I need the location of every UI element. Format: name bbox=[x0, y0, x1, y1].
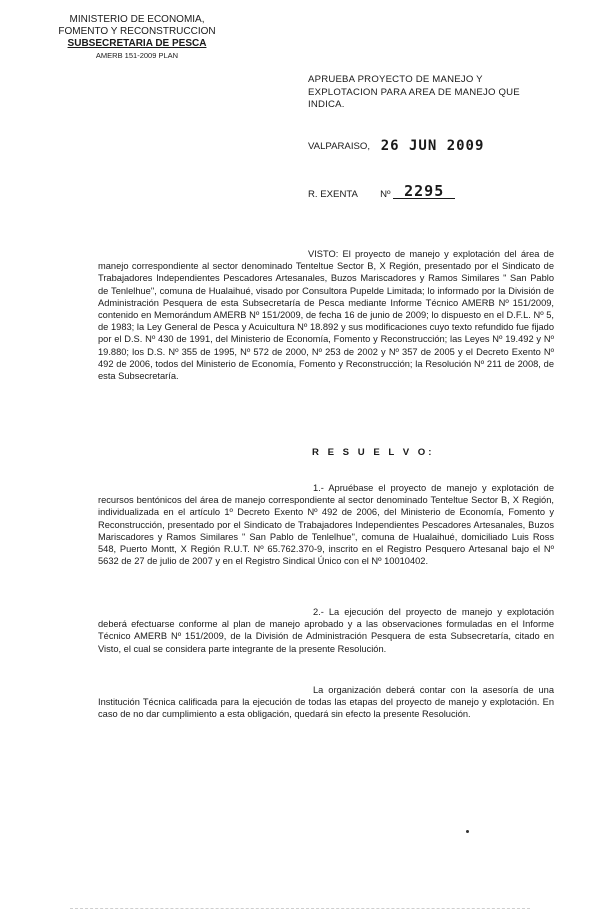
visto-text: El proyecto de manejo y explotación del área de manejo correspondiente al sector denominado Tenteltue Sector B, X Región, presentado por el Sindicato de Trabajadores Independientes Pescadores Artesanales, Buzos Mariscadores y Ramos Similares " San Pablo de Tenlelhue", comuna de Hualaihué, visado por Consultora Pupelde Limitada; lo informado por la División de Administración Pesquera de esta Subsecretaría de Pesca mediante Informe Técnico AMERB Nº 151/2009, contenido en Memorándum AMERB Nº 151/2009, de fecha 16 de junio de 2009; lo dispuesto en el D.F.L. Nº 5, de 1983; la Ley General de Pesca y Acuicultura Nº 18.892 y sus modificaciones cuyo texto refundido fue fijado por el D.S. Nº 430 de 1991, del Ministerio de Economía, Fomento y Reconstrucción; las Leyes Nº 19.492 y Nº 19.880; los D.S. Nº 355 de 1995, Nº 572 de 2000, Nº 253 de 2002 y Nº 357 de 2005 y el Decreto Exento Nº 492 de 2006, todos del Ministerio de Economía, Fomento y Reconstrucción; la Resolución Nº 211 de 2008, de esta Subsecretaría. bbox=[98, 249, 554, 382]
paragraph-3 bbox=[98, 684, 554, 721]
resolution-number: 2295 bbox=[393, 184, 455, 199]
ink-mark bbox=[466, 830, 469, 833]
visto-paragraph bbox=[98, 248, 554, 382]
article-2-paragraph bbox=[98, 606, 554, 655]
number-label: Nº bbox=[380, 189, 391, 200]
date-stamp: 26 JUN 2009 bbox=[380, 138, 485, 154]
article-2-label: 2.- bbox=[313, 607, 324, 617]
reference-code: AMERB 151-2009 PLAN bbox=[95, 51, 179, 60]
ministry-line-2: FOMENTO Y RECONSTRUCCION bbox=[58, 26, 216, 37]
subject-text: APRUEBA PROYECTO DE MANEJO Y EXPLOTACION PARA AREA DE MANEJO QUE INDICA. bbox=[308, 74, 520, 110]
article-1-label: 1.- bbox=[313, 483, 324, 493]
page-bottom-edge bbox=[70, 908, 530, 909]
ministry-line-1: MINISTERIO DE ECONOMIA, bbox=[69, 14, 205, 25]
article-2-text: La ejecución del proyecto de manejo y explotación deberá efectuarse conforme al plan de manejo aprobado y a las observaciones formuladas en el Informe Técnico AMERB Nº 151/2009, de la División de Administración Pesquera de esta Subsecretaría, citado en Visto, el cual se considera parte integrante de la presente Resolución. bbox=[98, 607, 554, 654]
subsecretaria-line: SUBSECRETARIA DE PESCA bbox=[67, 38, 207, 49]
letterhead bbox=[32, 14, 242, 60]
resolution-number-line bbox=[308, 184, 568, 200]
place-date-line bbox=[308, 138, 568, 154]
resolution-label: R. EXENTA bbox=[308, 189, 358, 200]
place-label: VALPARAISO, bbox=[308, 141, 371, 152]
article-1-text: Apruébase el proyecto de manejo y explotación de recursos bentónicos del área de manejo correspondiente al sector denominado Tenteltue Sector B, X Región, individualizada en el artículo 1º Decreto Exento Nº 492 de 2006, del Ministerio de Economía, Fomento y Reconstrucción, presentado por el Sindicato de Trabajadores Independientes Pescadores Artesanales, Buzos Mariscadores y Ramos Similares " San Pablo de Tenlelhue", comuna de Hualaihué, domiciliado Luis Ross 548, Puerto Montt, X Región R.U.T. Nº 65.762.370-9, inscrito en el Registro Pesquero Artesanal bajo el Nº 5632 de 27 de julio de 2007 y en el Registro Sindical Único con el Nº 10010402. bbox=[98, 483, 554, 567]
resuelvo-heading: R E S U E L V O: bbox=[312, 447, 435, 458]
article-1-paragraph bbox=[98, 482, 554, 567]
visto-label: VISTO: bbox=[308, 249, 339, 259]
paragraph-3-text: La organización deberá contar con la asesoría de una Institución Técnica calificada para la ejecución de todas las etapas del proyecto de manejo y explotación. En caso de no dar cumplimiento a esta obligación, quedará sin efecto la presente Resolución. bbox=[98, 685, 554, 720]
